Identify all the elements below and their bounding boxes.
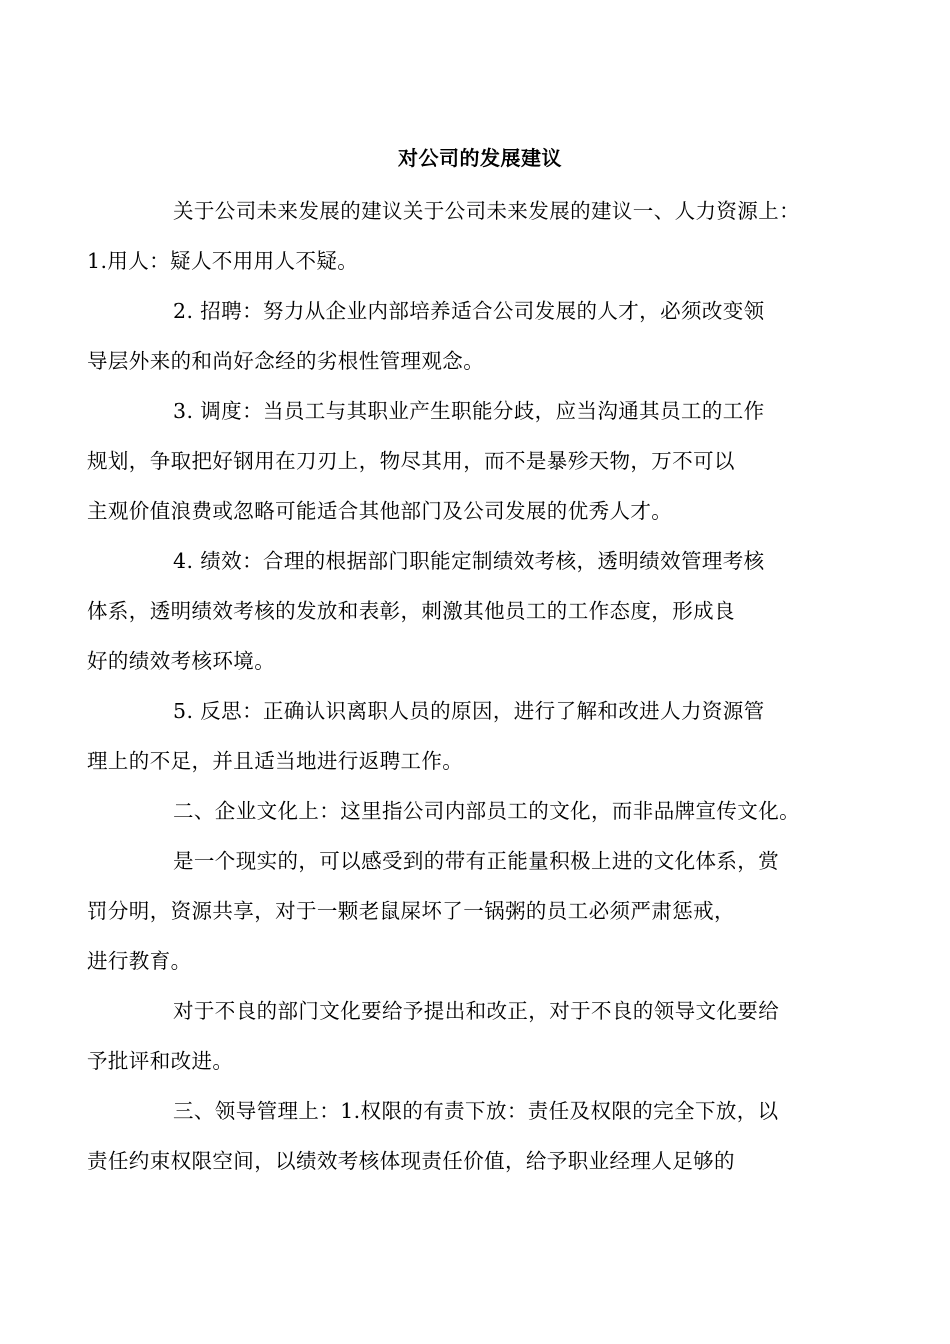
text-line: 4. 绩效：合理的根据部门职能定制绩效考核，透明绩效管理考核	[173, 549, 765, 573]
paragraph-culture-detail	[87, 836, 830, 986]
document-title: 对公司的发展建议	[398, 146, 562, 170]
text-line: 是一个现实的，可以感受到的带有正能量积极上进的文化体系，赏	[173, 849, 780, 873]
text-line: 体系，透明绩效考核的发放和表彰，刺激其他员工的工作态度，形成良	[87, 599, 735, 623]
text-line: 好的绩效考核环境。	[87, 649, 276, 673]
paragraph-culture-heading	[130, 786, 830, 836]
paragraph-recruitment	[87, 286, 830, 386]
text-line: 三、领导管理上：1.权限的有责下放：责任及权限的完全下放，以	[173, 1099, 779, 1123]
text-line: 对于不良的部门文化要给予提出和改正，对于不良的领导文化要给	[173, 999, 780, 1023]
paragraph-leadership	[87, 1086, 830, 1186]
text-line: 1.用人：疑人不用用人不疑。	[87, 249, 359, 273]
text-line: 进行教育。	[87, 949, 192, 973]
text-line: 责任约束权限空间，以绩效考核体现责任价值，给予职业经理人足够的	[87, 1149, 735, 1173]
text-line: 导层外来的和尚好念经的劣根性管理观念。	[87, 349, 485, 373]
text-line: 2. 招聘：努力从企业内部培养适合公司发展的人才，必须改变领	[173, 299, 765, 323]
document-body	[87, 136, 830, 1186]
text-line: 二、企业文化上：这里指公司内部员工的文化，而非品牌宣传文化。	[173, 799, 800, 823]
paragraph-scheduling	[87, 386, 830, 536]
text-line: 规划，争取把好钢用在刀刃上，物尽其用，而不是暴殄天物，万不可以	[87, 449, 735, 473]
text-line: 予批评和改进。	[87, 1049, 234, 1073]
text-line: 3. 调度：当员工与其职业产生职能分歧，应当沟通其员工的工作	[173, 399, 765, 423]
text-line: 5. 反思：正确认识离职人员的原因，进行了解和改进人力资源管	[173, 699, 765, 723]
paragraph-reflection	[87, 686, 830, 786]
text-line: 主观价值浪费或忽略可能适合其他部门及公司发展的优秀人才。	[87, 499, 673, 523]
paragraph-culture-correction	[87, 986, 830, 1086]
text-line: 罚分明，资源共享，对于一颗老鼠屎坏了一锅粥的员工必须严肃惩戒，	[87, 899, 735, 923]
paragraph-performance	[87, 536, 830, 686]
paragraph-hr-intro	[87, 186, 830, 286]
text-line: 关于公司未来发展的建议关于公司未来发展的建议一、人力资源上：	[173, 199, 800, 223]
text-line: 理上的不足，并且适当地进行返聘工作。	[87, 749, 464, 773]
